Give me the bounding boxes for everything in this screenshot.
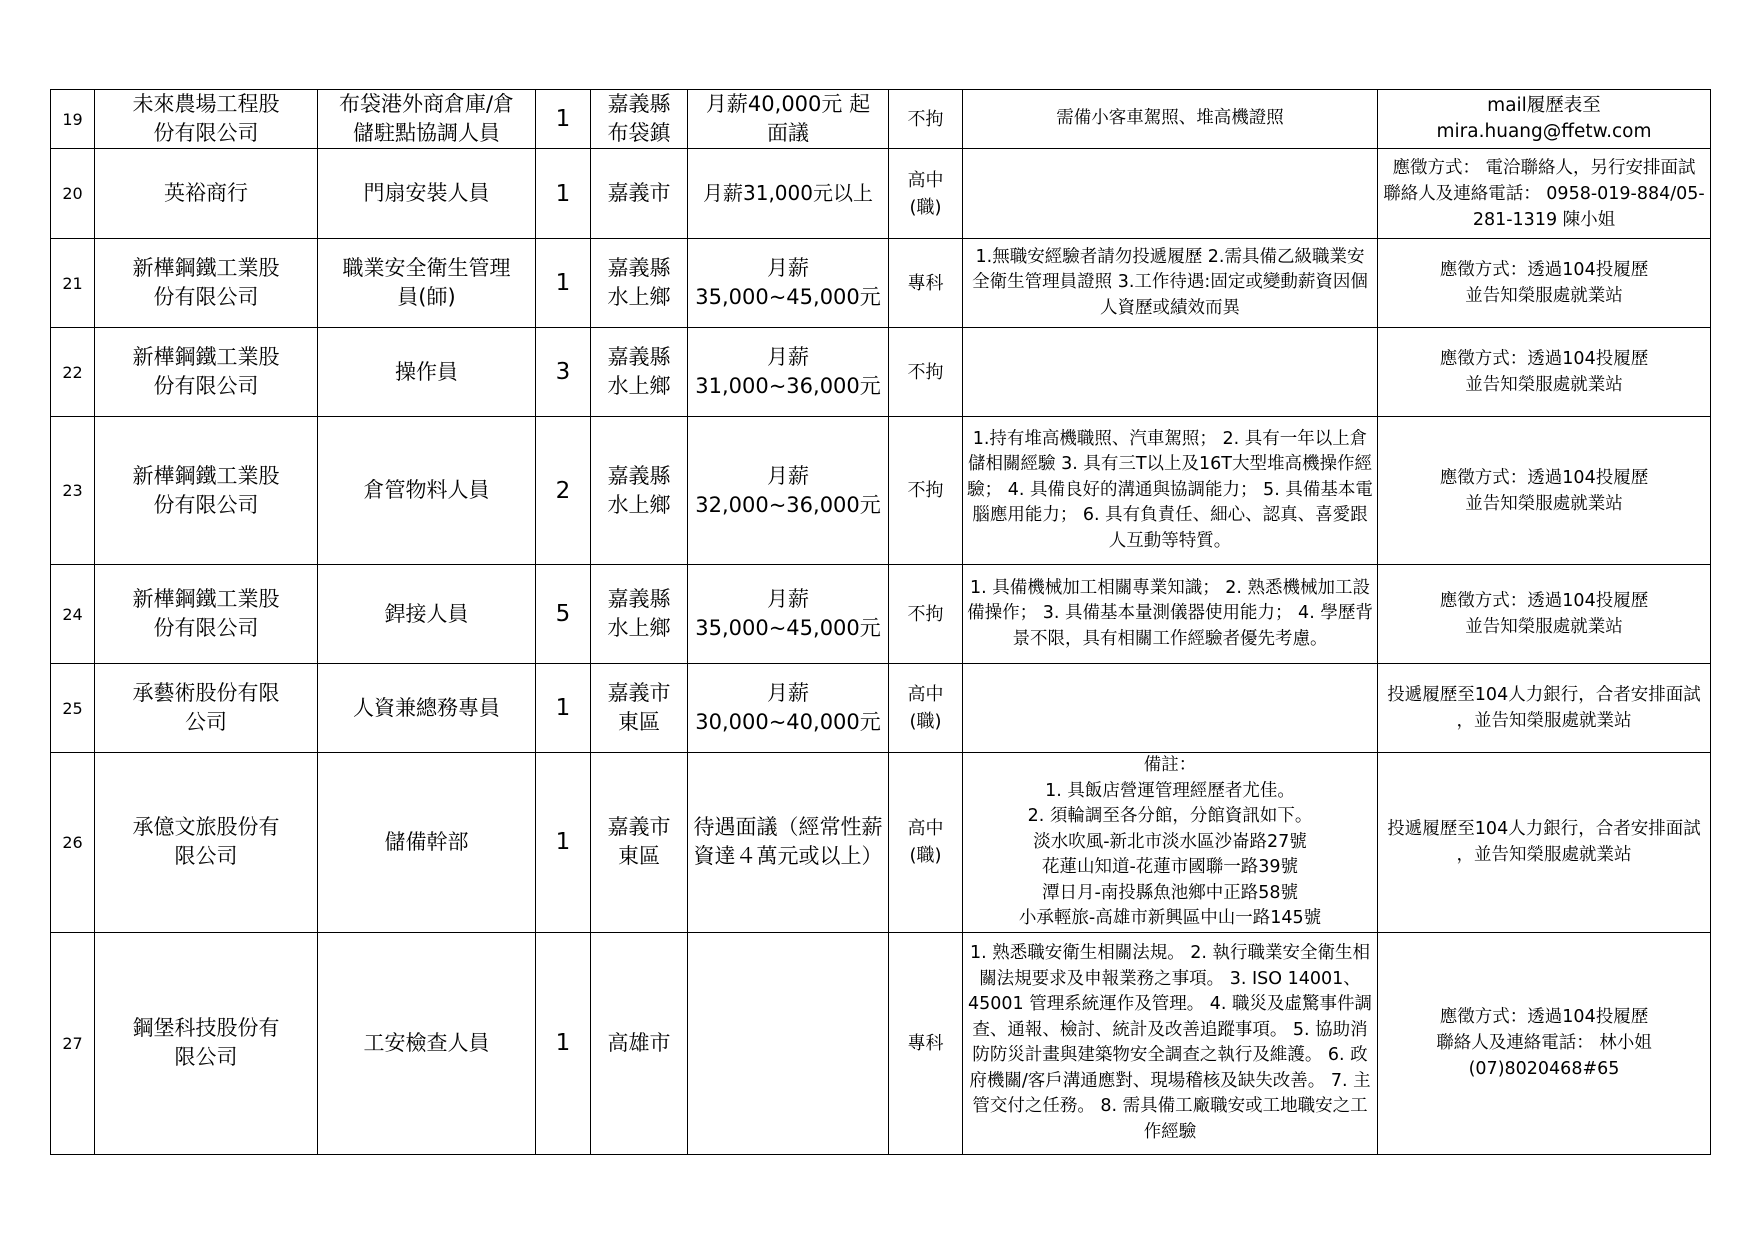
job-position: 銲接人員 <box>318 565 536 664</box>
education-requirement: 高中 (職) <box>889 664 963 753</box>
application-method: 應徵方式： 電洽聯絡人，另行安排面試 聯絡人及連絡電話： 0958-019-884/05-281-1319 陳小姐 <box>1378 149 1711 239</box>
table-row <box>51 149 1711 239</box>
company-name: 承藝術股份有限 公司 <box>95 664 318 753</box>
education-requirement: 不拘 <box>889 328 963 417</box>
headcount: 2 <box>536 417 591 565</box>
job-position: 布袋港外商倉庫/倉 儲駐點協調人員 <box>318 90 536 149</box>
work-location: 嘉義縣 水上鄉 <box>591 328 688 417</box>
table-row <box>51 932 1711 1154</box>
row-number: 21 <box>51 239 95 328</box>
application-method: 應徵方式：透過104投履歷 聯絡人及連絡電話： 林小姐 (07)8020468#65 <box>1378 932 1711 1154</box>
application-method: 應徵方式：透過104投履歷 並告知榮服處就業站 <box>1378 565 1711 664</box>
application-method: 投遞履歷至104人力銀行，合者安排面試 ，並告知榮服處就業站 <box>1378 753 1711 933</box>
company-name: 新樺鋼鐵工業股 份有限公司 <box>95 417 318 565</box>
job-position: 操作員 <box>318 328 536 417</box>
table-row <box>51 239 1711 328</box>
job-position: 職業安全衛生管理 員(師) <box>318 239 536 328</box>
education-requirement: 高中 (職) <box>889 149 963 239</box>
salary: 月薪 31,000~36,000元 <box>688 328 889 417</box>
company-name: 承億文旅股份有 限公司 <box>95 753 318 933</box>
company-name: 英裕商行 <box>95 149 318 239</box>
work-location: 嘉義縣 布袋鎮 <box>591 90 688 149</box>
job-requirements: 1. 具備機械加工相關專業知識； 2. 熟悉機械加工設備操作； 3. 具備基本量測儀器使用能力； 4. 學歷背景不限，具有相關工作經驗者優先考慮。 <box>963 565 1378 664</box>
education-requirement: 專科 <box>889 239 963 328</box>
salary: 月薪31,000元以上 <box>688 149 889 239</box>
job-requirements: 備註： 1. 具飯店營運管理經歷者尤佳。 2. 須輪調至各分館，分館資訊如下。 淡水吹風-新北市淡水區沙崙路27號 花蓮山知道-花蓮市國聯一路39號 潭日月-南投縣魚池鄉中正路58號 小承輕旅-高雄市新興區中山一路145號 <box>963 753 1378 933</box>
job-requirements <box>963 664 1378 753</box>
row-number: 27 <box>51 932 95 1154</box>
job-position: 人資兼總務專員 <box>318 664 536 753</box>
salary: 月薪 30,000~40,000元 <box>688 664 889 753</box>
education-requirement: 高中 (職) <box>889 753 963 933</box>
salary: 待遇面議（經常性薪資達４萬元或以上） <box>688 753 889 933</box>
table-row <box>51 753 1711 933</box>
table-row <box>51 664 1711 753</box>
headcount: 3 <box>536 328 591 417</box>
application-method: 應徵方式：透過104投履歷 並告知榮服處就業站 <box>1378 239 1711 328</box>
education-requirement: 不拘 <box>889 90 963 149</box>
job-requirements: 1. 熟悉職安衛生相關法規。 2. 執行職業安全衛生相關法規要求及申報業務之事項。 3. ISO 14001、45001 管理系統運作及管理。 4. 職災及虛驚事件調查、通報、檢討、統計及改善追蹤事項。 5. 協助消防防災計畫與建築物安全調查之執行及維護。 6. 政府機關/客戶溝通應對、現場稽核及缺失改善。 7. 主管交付之任務。 8. 需具備工廠職安或工地職安之工作經驗 <box>963 932 1378 1154</box>
headcount: 1 <box>536 149 591 239</box>
company-name: 未來農場工程股 份有限公司 <box>95 90 318 149</box>
row-number: 24 <box>51 565 95 664</box>
row-number: 19 <box>51 90 95 149</box>
company-name: 新樺鋼鐵工業股 份有限公司 <box>95 328 318 417</box>
salary: 月薪40,000元 起 面議 <box>688 90 889 149</box>
job-requirements: 1.持有堆高機職照、汽車駕照； 2. 具有一年以上倉儲相關經驗 3. 具有三T以上及16T大型堆高機操作經驗； 4. 具備良好的溝通與協調能力； 5. 具備基本電腦應用能力； 6. 具有負責任、細心、認真、喜愛跟人互動等特質。 <box>963 417 1378 565</box>
table-row <box>51 328 1711 417</box>
job-requirements: 1.無職安經驗者請勿投遞履歷 2.需具備乙級職業安全衛生管理員證照 3.工作待遇:固定或變動薪資因個人資歷或績效而異 <box>963 239 1378 328</box>
headcount: 1 <box>536 239 591 328</box>
work-location: 嘉義縣 水上鄉 <box>591 239 688 328</box>
company-name: 新樺鋼鐵工業股 份有限公司 <box>95 239 318 328</box>
education-requirement: 專科 <box>889 932 963 1154</box>
application-method: 應徵方式：透過104投履歷 並告知榮服處就業站 <box>1378 417 1711 565</box>
headcount: 5 <box>536 565 591 664</box>
job-requirements <box>963 149 1378 239</box>
company-name: 新樺鋼鐵工業股 份有限公司 <box>95 565 318 664</box>
work-location: 嘉義縣 水上鄉 <box>591 565 688 664</box>
education-requirement: 不拘 <box>889 565 963 664</box>
headcount: 1 <box>536 932 591 1154</box>
table-row <box>51 417 1711 565</box>
salary: 月薪 35,000~45,000元 <box>688 565 889 664</box>
work-location: 高雄市 <box>591 932 688 1154</box>
headcount: 1 <box>536 90 591 149</box>
row-number: 23 <box>51 417 95 565</box>
job-position: 工安檢查人員 <box>318 932 536 1154</box>
salary: 月薪 35,000~45,000元 <box>688 239 889 328</box>
job-listing-table <box>50 89 1711 1155</box>
education-requirement: 不拘 <box>889 417 963 565</box>
salary: 月薪 32,000~36,000元 <box>688 417 889 565</box>
application-method: mail履歷表至 mira.huang@ffetw.com <box>1378 90 1711 149</box>
job-position: 儲備幹部 <box>318 753 536 933</box>
job-position: 門扇安裝人員 <box>318 149 536 239</box>
work-location: 嘉義市 東區 <box>591 664 688 753</box>
row-number: 25 <box>51 664 95 753</box>
company-name: 鋼堡科技股份有 限公司 <box>95 932 318 1154</box>
headcount: 1 <box>536 753 591 933</box>
salary <box>688 932 889 1154</box>
row-number: 26 <box>51 753 95 933</box>
work-location: 嘉義縣 水上鄉 <box>591 417 688 565</box>
work-location: 嘉義市 <box>591 149 688 239</box>
table-row <box>51 565 1711 664</box>
headcount: 1 <box>536 664 591 753</box>
work-location: 嘉義市 東區 <box>591 753 688 933</box>
row-number: 22 <box>51 328 95 417</box>
application-method: 投遞履歷至104人力銀行，合者安排面試 ，並告知榮服處就業站 <box>1378 664 1711 753</box>
job-position: 倉管物料人員 <box>318 417 536 565</box>
job-requirements <box>963 328 1378 417</box>
table-row <box>51 90 1711 149</box>
application-method: 應徵方式：透過104投履歷 並告知榮服處就業站 <box>1378 328 1711 417</box>
row-number: 20 <box>51 149 95 239</box>
job-requirements: 需備小客車駕照、堆高機證照 <box>963 90 1378 149</box>
